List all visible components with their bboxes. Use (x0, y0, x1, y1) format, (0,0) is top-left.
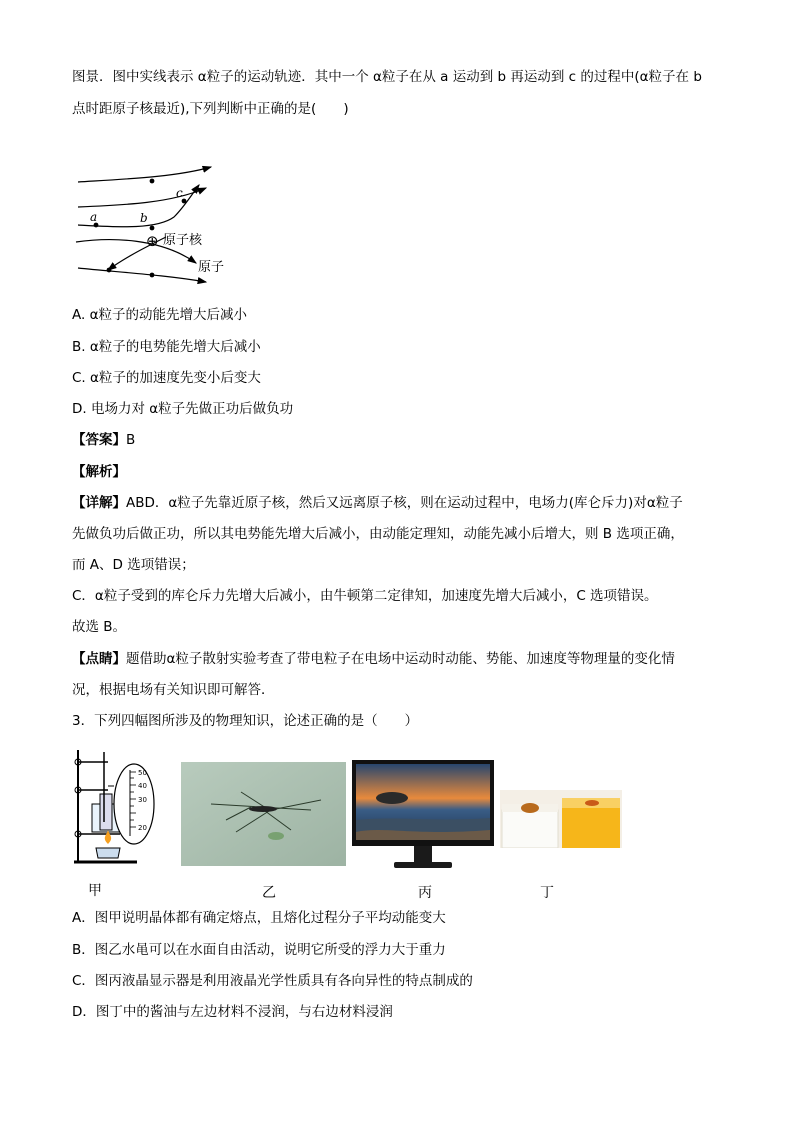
question2-intro-line1: 图景．图中实线表示 α粒子的运动轨迹．其中一个 α粒子在从 a 运动到 b 再运动到 c 的过程中(α粒子在 b (72, 69, 702, 85)
label-c: c (176, 186, 183, 200)
photo-label-jia: 甲 (88, 883, 102, 899)
comment-line2: 况，根据电场有关知识即可解答． (72, 682, 275, 698)
photo-label-bing: 丙 (418, 885, 432, 901)
nucleus-symbol: ⊕ (146, 232, 159, 250)
analysis-line (72, 462, 126, 482)
detail-line1 (72, 493, 683, 513)
comment-tag: 【点睛】 (72, 651, 126, 667)
label-a: a (90, 210, 98, 224)
answer-tag: 【答案】 (72, 432, 126, 448)
detail-line4: C．α粒子受到的库仑斥力先增大后减小，由牛顿第二定律知，加速度先增大后减小，C 选项错误。 (72, 588, 658, 604)
detail-line2: 先做负功后做正功，所以其电势能先增大后减小，由动能定理知，动能先减小后增大，则 B 选项正确， (72, 526, 684, 542)
lcd-monitor-photo (352, 760, 494, 872)
thermometer-tick-40: 40 (138, 782, 147, 790)
photo-label-yi: 乙 (262, 885, 276, 901)
question2-option-c: C. α粒子的加速度先变小后变大 (72, 370, 261, 386)
conclusion-line: 故选 B。 (72, 619, 127, 635)
answer-line (72, 430, 135, 450)
atom-label: 原子 (198, 260, 225, 275)
water-strider-photo (181, 762, 346, 866)
melting-apparatus-diagram (72, 742, 176, 870)
analysis-tag: 【解析】 (72, 464, 126, 480)
thermometer-tick-30: 30 (138, 796, 147, 804)
question3-stem: 3．下列四幅图所涉及的物理知识，论述正确的是（ ） (72, 713, 419, 729)
thermometer-tick-20: 20 (138, 824, 147, 832)
wetting-materials-photo (500, 790, 622, 848)
question3-option-a: A．图甲说明晶体都有确定熔点，且熔化过程分子平均动能变大 (72, 910, 446, 926)
nucleus-label: 原子核 (163, 233, 203, 248)
detail-tag: 【详解】 (72, 495, 126, 511)
detail-text1: ABD．α粒子先靠近原子核，然后又远离原子核，则在运动过程中，电场力(库仑斥力)对α粒子 (126, 495, 683, 511)
question3-option-c: C．图丙液晶显示器是利用液晶光学性质具有各向异性的特点制成的 (72, 973, 473, 989)
question2-option-d: D. 电场力对 α粒子先做正功后做负功 (72, 401, 294, 417)
label-b: b (140, 211, 148, 225)
comment-line1 (72, 649, 675, 669)
question3-option-b: B．图乙水黾可以在水面自由活动，说明它所受的浮力大于重力 (72, 942, 446, 958)
question2-option-a: A. α粒子的动能先增大后减小 (72, 307, 247, 323)
alpha-scattering-diagram (66, 155, 266, 290)
question2-option-b: B. α粒子的电势能先增大后减小 (72, 339, 261, 355)
detail-line3: 而 A、D 选项错误； (72, 557, 195, 573)
thermometer-tick-50: 50 (138, 769, 147, 777)
question3-option-d: D．图丁中的酱油与左边材料不浸润，与右边材料浸润 (72, 1004, 393, 1020)
photo-label-ding: 丁 (540, 885, 554, 901)
answer-value: B (126, 432, 136, 448)
comment-text1: 题借助α粒子散射实验考查了带电粒子在电场中运动时动能、势能、加速度等物理量的变化情 (126, 651, 675, 667)
question2-intro-line2: 点时距原子核最近),下列判断中正确的是( ) (72, 101, 349, 117)
